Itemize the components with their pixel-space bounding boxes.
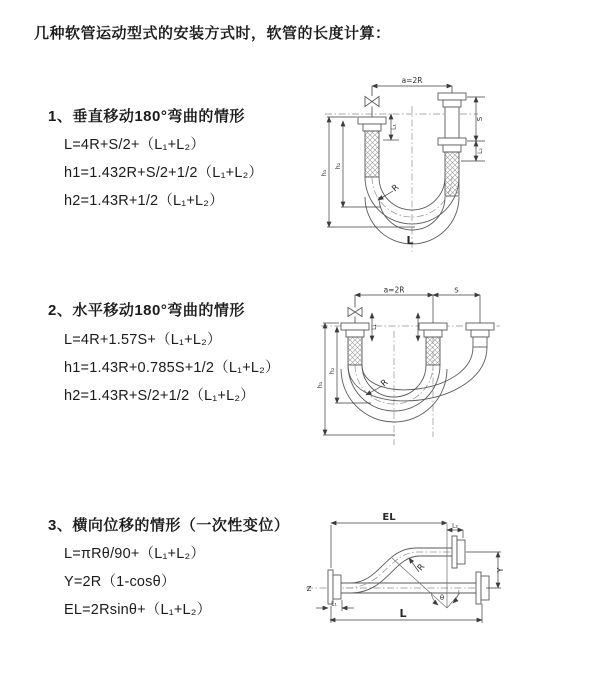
flange [466, 323, 494, 330]
pipes [341, 295, 494, 365]
section2-formula-h1: h1=1.43R+0.785S+1/2（L₁+L₂） [64, 360, 280, 376]
dim-label-l1: L₁ [371, 324, 378, 330]
displaced-hose-lower-wall [350, 556, 452, 593]
dim-label-h2: h₂ [328, 367, 336, 375]
dim-label-span: a=2R [383, 285, 405, 295]
section1-formula-L: L=4R+S/2+（L₁+L₂） [64, 137, 206, 153]
dimension-lines [323, 295, 480, 435]
hose-bend-arcs [341, 347, 487, 422]
valve-icon [348, 308, 362, 317]
flange [438, 138, 466, 145]
displaced-hose-upper-wall [350, 548, 452, 583]
dim-label-l1: L₁ [331, 600, 337, 608]
document-title: 几种软管运动型式的安装方式时，软管的长度计算： [34, 25, 391, 42]
dim-label-l: L [399, 607, 407, 620]
braided-hose [365, 131, 379, 177]
left-pipe [358, 86, 386, 177]
angle-label: θ [439, 594, 445, 602]
centerline-mark: Z [306, 585, 312, 593]
pipes [328, 536, 489, 604]
valve-icon [365, 97, 379, 107]
section3-heading: 3、横向位移的情形（一次性变位） [48, 517, 290, 534]
radius-label: R [379, 377, 391, 390]
diagram-lateral-displacement [300, 508, 600, 648]
construction-lines [392, 524, 460, 608]
section3-formula-Y: Y=2R（1-cosθ） [64, 574, 176, 590]
dim-label-el: EL [382, 512, 396, 523]
dim-label-s: S [454, 286, 459, 295]
diagram-vertical-180-bend [315, 70, 595, 260]
dim-label-h1: h₁ [316, 381, 324, 389]
dim-label-h1: h₁ [320, 169, 328, 177]
length-label: L [406, 234, 414, 247]
flange [341, 323, 369, 330]
dim-label-l2: L₂ [477, 148, 484, 154]
braided-hose [426, 337, 440, 365]
section3-formula-EL: EL=2Rsinθ+（L₁+L₂） [64, 602, 212, 618]
right-flange [476, 572, 481, 604]
dim-label-h2: h₂ [334, 162, 342, 170]
right-pipe [438, 86, 466, 196]
section3-formula-L: L=πRθ/90+（L₁+L₂） [64, 546, 206, 562]
section2-heading: 2、水平移动180°弯曲的情形 [48, 302, 245, 319]
radius-label: R [390, 182, 402, 195]
flange [419, 323, 447, 330]
diagram-horizontal-180-bend [315, 285, 595, 455]
section1-formula-h2: h2=1.43R+1/2（L₁+L₂） [64, 193, 224, 209]
moved-hose-outer [348, 347, 487, 401]
upper-flange [452, 536, 457, 568]
section2-formula-h2: h2=1.43R+S/2+1/2（L₁+L₂） [64, 388, 255, 404]
section1-heading: 1、垂直移动180°弯曲的情形 [48, 108, 245, 125]
dim-label-span: a=2R [401, 76, 423, 85]
moved-hose-inner [362, 347, 473, 390]
braided-hose [348, 337, 362, 365]
dim-label-s: S [476, 116, 484, 122]
radius-label: R [415, 562, 428, 574]
braided-hose [445, 152, 459, 196]
section1-formula-h1: h1=1.432R+S/2+1/2（L₁+L₂） [64, 165, 264, 181]
flange [358, 117, 386, 124]
dim-label-l2: L₂ [452, 522, 458, 530]
left-flange [328, 570, 333, 604]
dim-label-y: Y [496, 567, 505, 573]
dim-label-l1: L₁ [390, 124, 398, 130]
flange [438, 93, 466, 100]
section2-formula-L: L=4R+1.57S+（L₁+L₂） [64, 332, 222, 348]
radius-leader [378, 191, 393, 200]
